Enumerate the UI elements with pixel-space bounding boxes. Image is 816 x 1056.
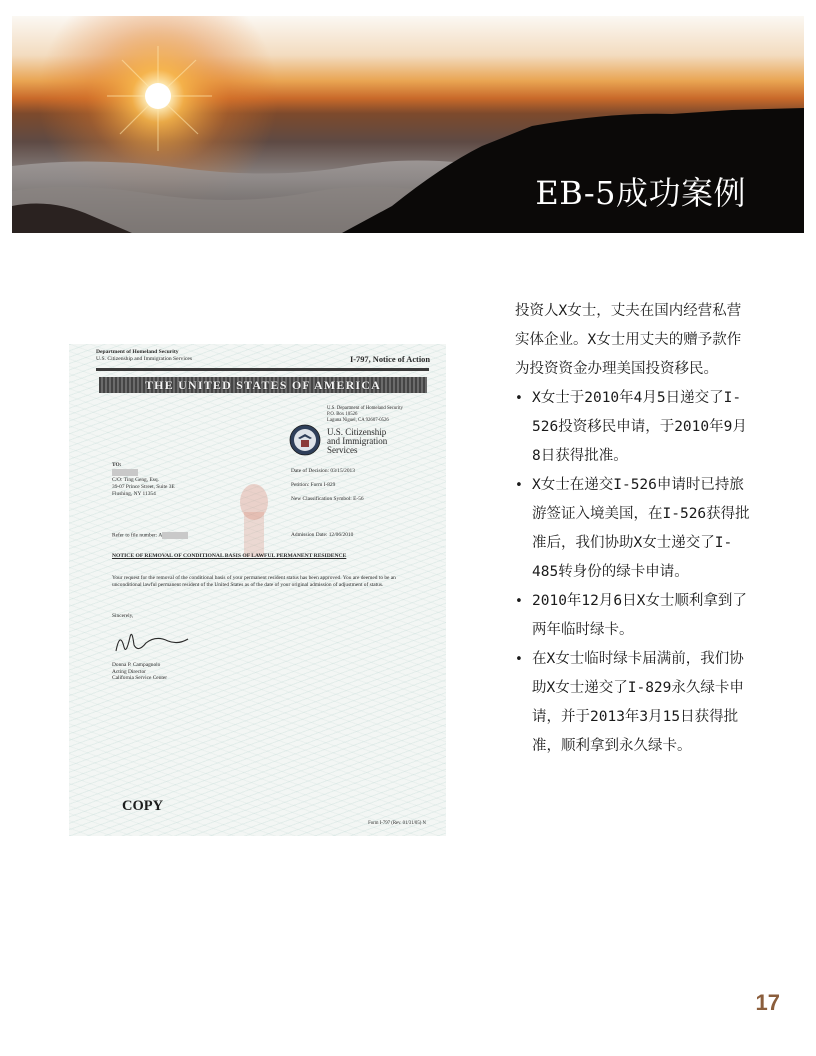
copy-stamp: COPY: [122, 798, 164, 814]
i797-approval-notice-image: [69, 344, 446, 836]
decision-details: [291, 464, 364, 506]
redacted-file-number: [162, 532, 188, 539]
admission-date: Admission Date: 12/06/2010: [291, 532, 354, 538]
case-step-item: • X女士在递交I-526申请时已持旅游签证入境美国，在I-526获得批准后，我们协助X女士递交了I-485转身份的绿卡申请。: [515, 471, 755, 587]
closing-sincerely: Sincerely,: [112, 613, 134, 619]
dhs-seal-icon: [289, 424, 321, 456]
certificate-banner-band: [99, 377, 427, 393]
uscis-address-line: Laguna Niguel, CA 92607-0526: [327, 418, 389, 423]
uscis-address-line: P.O. Box 10526: [327, 412, 358, 417]
uscis-address-line: U.S. Department of Homeland Security: [327, 406, 403, 411]
case-step-item: • 2010年12月6日X女士顺利拿到了两年临时绿卡。: [515, 587, 755, 645]
certificate-band-text: THE UNITED STATES OF AMERICA: [144, 377, 382, 392]
case-step-item: • 在X女士临时绿卡届满前，我们协助X女士递交了I-829永久绿卡申请，并于2013年3月15日获得批准，顺利拿到永久绿卡。: [515, 645, 755, 761]
statue-watermark-icon: [224, 472, 284, 562]
page-title: EB-5成功案例: [535, 174, 746, 212]
recipient-line: C/O: Ting Geng, Esq.: [112, 476, 159, 483]
case-description: [515, 297, 755, 761]
uscis-address: [327, 406, 403, 424]
signer-line: California Service Center: [112, 675, 168, 682]
header-banner: [12, 16, 804, 233]
file-number-reference: [112, 532, 188, 539]
page-number: 17: [755, 990, 780, 1015]
classification-symbol: New Classification Symbol: E-56: [291, 496, 364, 502]
recipient-line: Flushing, NY 11354: [112, 490, 156, 497]
recipient-address: [112, 462, 175, 498]
notice-title: NOTICE OF REMOVAL OF CONDITIONAL BASIS OF LAWFUL PERMANENT RESIDENCE: [112, 553, 347, 559]
certificate-rule: [96, 368, 429, 371]
certificate-agency-line2: U.S. Citizenship and Immigration Services: [96, 356, 193, 362]
petition-type: Petition: Form I-829: [291, 482, 336, 488]
redacted-name: [112, 469, 138, 476]
case-steps-list: [515, 384, 755, 761]
file-number-label: Refer to file number: A: [112, 532, 163, 539]
signer-line: Acting Director: [112, 668, 146, 675]
to-label: TO:: [112, 462, 122, 468]
case-step-item: • X女士于2010年4月5日递交了I-526投资移民申请，于2010年9月8日获得批准。: [515, 384, 755, 471]
case-intro: 投资人X女士，丈夫在国内经营私营实体企业。X女士用丈夫的赠予款作为投资资金办理美国投资移民。: [515, 303, 742, 377]
signer-line: Donna P. Campagnolo: [112, 662, 161, 668]
uscis-name-line: Services: [327, 445, 358, 455]
signer-block: [112, 662, 167, 682]
certificate-form-title: I-797, Notice of Action: [349, 355, 430, 364]
handwritten-signature: [112, 627, 192, 657]
uscis-name-line: and Immigration: [327, 436, 388, 446]
uscis-name: [327, 428, 387, 455]
form-footer: Form I-797 (Rev. 01/31/05) N: [368, 821, 426, 826]
certificate-agency-line1: Department of Homeland Security: [96, 349, 179, 355]
notice-body: Your request for the removal of the conditional basis of your permanent resident status has been approved. You are deemed to be an unconditional lawful permanent resident of the United States as of the date of your original admission of adjustment of status.: [112, 575, 396, 588]
uscis-name-line: U.S. Citizenship: [327, 427, 387, 437]
recipient-line: 39-07 Prince Street, Suite 3E: [112, 483, 175, 490]
certificate-agency-header: [96, 349, 192, 363]
decision-date: Date of Decision: 03/15/2013: [291, 468, 355, 474]
